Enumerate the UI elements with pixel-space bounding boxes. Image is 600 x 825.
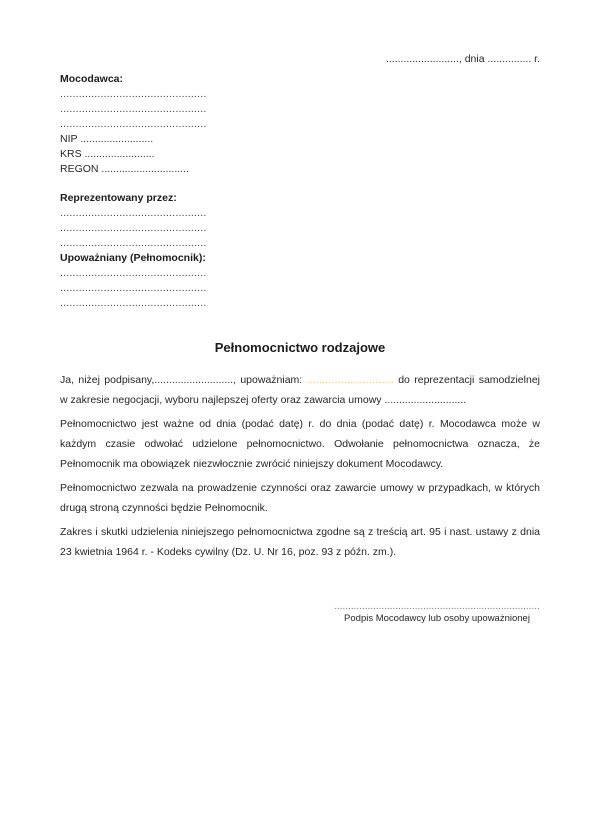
krs-line: KRS ........................ — [60, 148, 155, 160]
principal-fill-line: ............................................... — [60, 88, 207, 100]
represented-fill-line: ............................................... — [60, 237, 207, 249]
attorney-name-dotted-field: ............................ — [306, 374, 394, 386]
signature-block — [334, 602, 540, 626]
represented-section — [60, 191, 540, 251]
principal-label: Mocodawca: — [60, 73, 124, 85]
signature-caption: Podpis Mocodawcy lub osoby upoważnionej — [344, 613, 530, 624]
paragraph-authorization-intro: Ja, niżej podpisany,..........................., upoważniam: — [60, 374, 307, 386]
signature-line: .......................................................................... — [334, 602, 540, 612]
represented-fill-line: ............................................... — [60, 222, 207, 234]
represented-fill-line: ............................................... — [60, 207, 207, 219]
nip-line: NIP ......................... — [60, 133, 154, 145]
attorney-label: Upoważniany (Pełnomocnik): — [60, 252, 206, 264]
principal-fill-line: ............................................... — [60, 118, 207, 130]
paragraph-validity: Pełnomocnictwo jest ważne od dnia (podać datę) r. do dnia (podać datę) r. Mocodawca może w każdym czasie odwołać udzielone pełnomocnictwo. Odwołanie pełnomocnictwa oznacza, że Pełnomocnik ma obowiązek niezwłocznie zwrócić niniejszy dokument Mocodawcy. — [60, 418, 540, 470]
attorney-fill-line: ............................................... — [60, 297, 207, 309]
principal-fill-line: ............................................... — [60, 103, 207, 115]
principal-section — [60, 72, 540, 177]
represented-label: Reprezentowany przez: — [60, 192, 177, 204]
paragraph-authorization — [60, 370, 540, 410]
document-title: Pełnomocnictwo rodzajowe — [214, 340, 386, 355]
paragraph-authorization-scope: do reprezentacji samodzielnej w zakresie negocjacji, wyboru najlepszej oferty oraz zawarcia umowy ............................ — [60, 374, 540, 406]
paragraph-self-dealing: Pełnomocnictwo zezwala na prowadzenie czynności oraz zawarcie umowy w przypadkach, w których drugą stroną czynności będzie Pełnomocnik. — [60, 482, 540, 514]
document-body — [60, 370, 540, 562]
regon-line: REGON .............................. — [60, 163, 189, 175]
attorney-section — [60, 251, 540, 311]
attorney-fill-line: ............................................... — [60, 267, 207, 279]
date-line: ........................., dnia ............... r. — [385, 53, 540, 65]
attorney-fill-line: ............................................... — [60, 282, 207, 294]
paragraph-legal-basis: Zakres i skutki udzielenia niniejszego pełnomocnictwa zgodne są z treścią art. 95 i nast. ustawy z dnia 23 kwietnia 1964 r. - Kodeks cywilny (Dz. U. Nr 16, poz. 93 z późn. zm.). — [60, 526, 540, 558]
